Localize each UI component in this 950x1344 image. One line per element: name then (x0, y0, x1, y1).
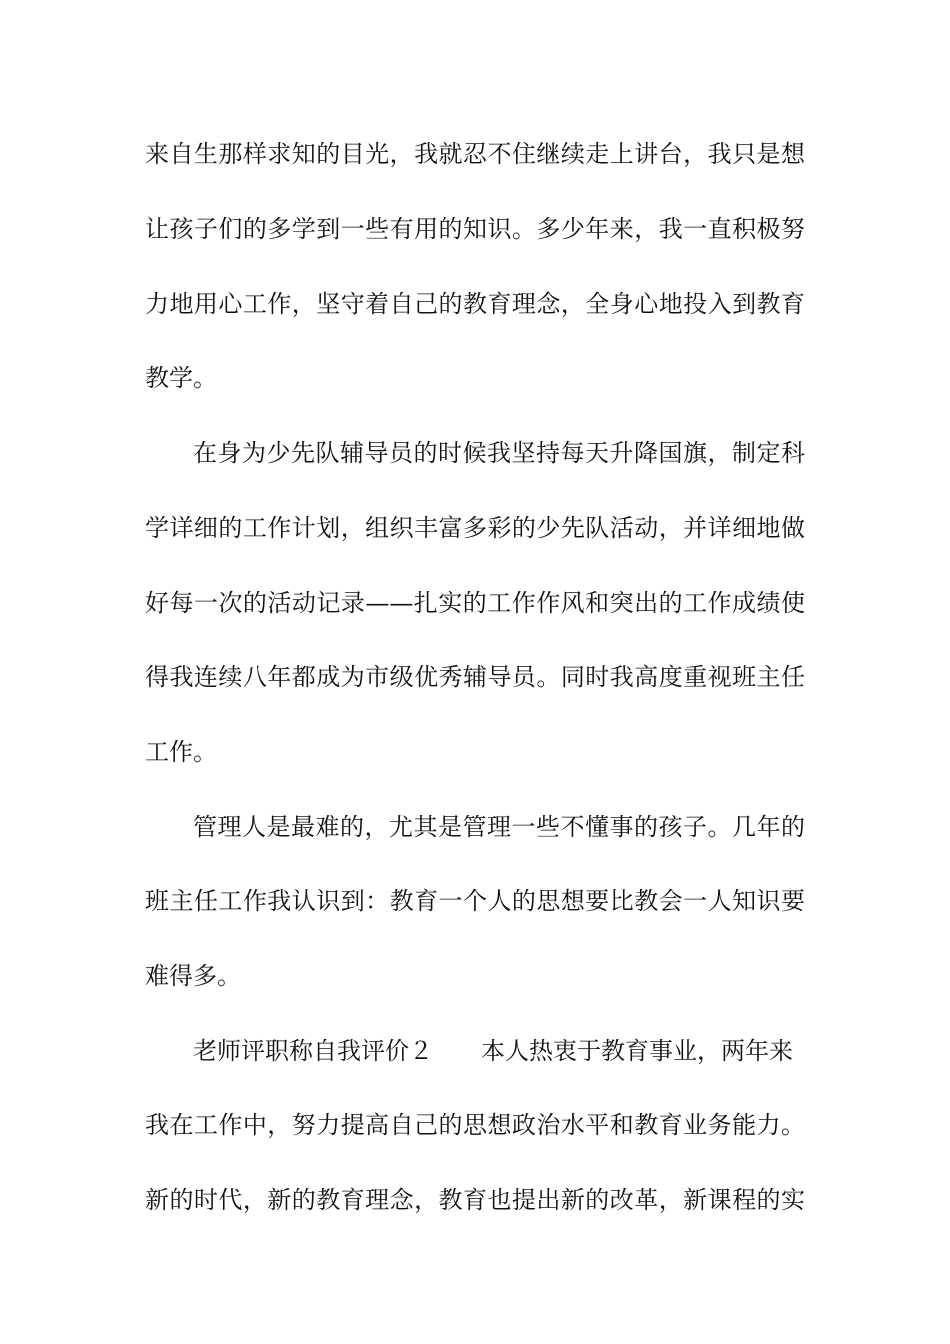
paragraph-line: 难得多。 (145, 962, 241, 990)
paragraph-line: 学详细的工作计划，组织丰富多彩的少先队活动，并详细地做 (145, 514, 805, 542)
paragraph-line: 管理人是最难的，尤其是管理一些不懂事的孩子。几年的 (193, 813, 805, 841)
paragraph-text: 本人热衷于教育事业，两年来 (481, 1037, 793, 1065)
paragraph-line: 力地用心工作，坚守着自己的教育理念，全身心地投入到教育 (145, 290, 805, 318)
paragraph-line: 班主任工作我认识到：教育一个人的思想要比教会一人知识要 (145, 887, 805, 915)
paragraph-line: 教学。 (145, 364, 217, 392)
section-heading-line (193, 1031, 805, 1071)
paragraph-line: 得我连续八年都成为市级优秀辅导员。同时我高度重视班主任 (145, 663, 805, 691)
paragraph-line: 好每一次的活动记录——扎实的工作作风和突出的工作成绩使 (145, 589, 805, 617)
paragraph-line: 新的时代，新的教育理念，教育也提出新的改革，新课程的实 (145, 1186, 805, 1214)
section-heading: 老师评职称自我评价２ (193, 1037, 433, 1065)
paragraph-line: 来自生那样求知的目光，我就忍不住继续走上讲台，我只是想 (145, 140, 805, 168)
paragraph-line: 工作。 (145, 738, 217, 766)
paragraph-line: 在身为少先队辅导员的时候我坚持每天升降国旗，制定科 (193, 439, 805, 467)
paragraph-line: 让孩子们的多学到一些有用的知识。多少年来，我一直积极努 (145, 215, 805, 243)
paragraph-line: 我在工作中，努力提高自己的思想政治水平和教育业务能力。 (145, 1111, 805, 1139)
